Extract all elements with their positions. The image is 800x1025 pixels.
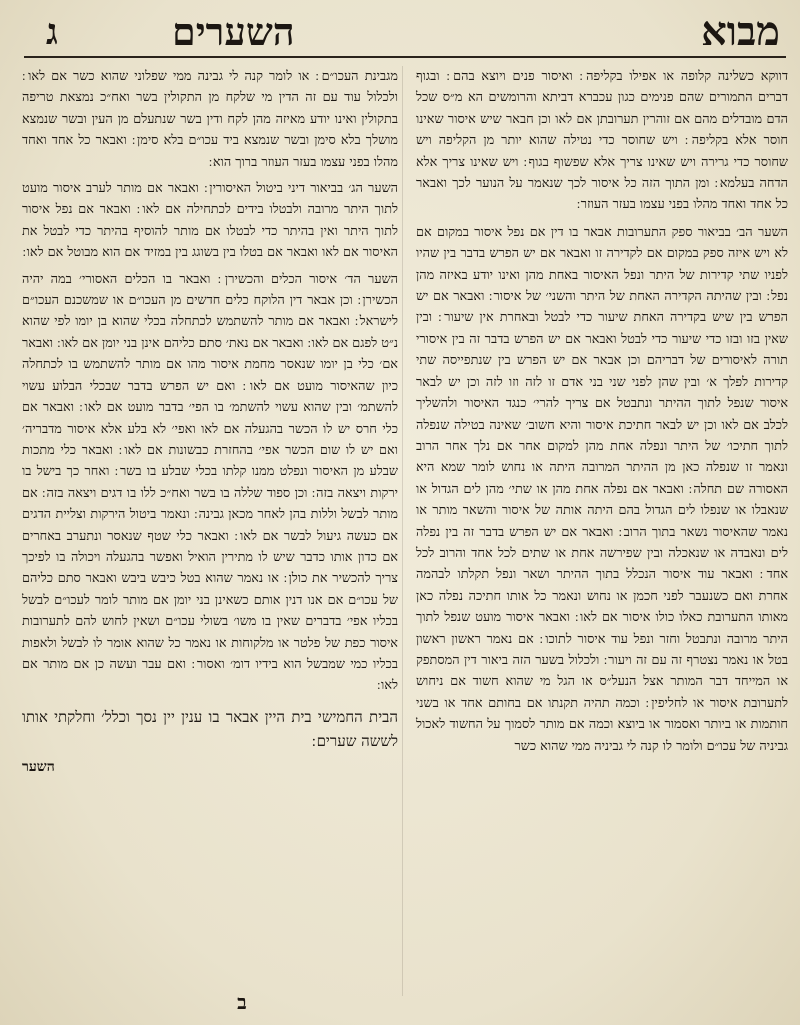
header-rule (24, 56, 786, 58)
column-gutter (402, 66, 403, 996)
right-paragraph-2: השער הב׳ בביאור ספק התערובות אבאר בו דין אם נפל איסור במקום אם לא ויש איזה ספק במקום אם לקדירה זו ואבאר אם יש הפרש בדבר בין שהיו לפניו שתי קדירות של היתר ונפל האיסור באחת מהן ואינו יודע באיזה מהן נפל ׃ ובין שהיתה הקדירה האחת של היתר והשני׳ של איסור ׃ ואבאר אם יש הפרש בין שיש בקדירה האחת שיעור כדי לבטל ובאחרת אין שיעור ׃ ובין שאין בזו ובזו כדי שיעור כדי לבטל ואבאר אם יש הפרש בדבר זה בין איסורי תורה לאיסורים של דבריהם וכן אבאר אם יש הפרש בין שנתפייסה שתי קדירות לפלך א׳ ובין שהן לפני שני בני אדם זו לזה וזו לזה וכן יש לבאר איסור שנפל לתוך ההיתר ונתבטל אם צריך להרי׳ כנגד האיסור ולהשליך לכלב אם לאו וכן יש לבאר חתיכת איסור והיא חשוב׳ שאינה בטילה שנפלה לתוך חתיכו׳ של היתר ונפלה אחת מהן למקום אחר אם נלך אחר הרוב ונאמר זו שנפלה כאן מן ההיתר המרובה היתה או נחוש לומר שמא היא האסורה שם תחלה ׃ ואבאר אם נפלה אחת מהן או שתי׳ מהן לים הגדול או שנאבלו או שנפלו לים הגדול בהם היתה אותה של איסור והשאר מותר או נאמר שהאיסור נשאר בתוך הרוב ׃ ואבאר אם יש הפרש בדבר זה בין נפלה לים ונאבדה או שנאכלה ובין שפירשה אחת או שתים לכל אחד והרוב לכל אחד ׃ ואבאר עוד איסור הנכלל בתוך ההיתר ושאר ונפל תקלתו לבהמה אחרת ואם כשנעבר לפני חכמן או נחוש ונאמר כל אותו חתיכה נפלה כאן מאותו התערובת כאלו כולו איסור אם לאו ׃ ואבאר איסור מועט שנפל לתוך היתר מרובה ונתבטל וחזר ונפל עוד איסור לתוכו ׃ אם נאמר ראשון ראשון בטל או נאמר נצטרף זה עם זה ויעור ׃ ולכלול בשער הזה ביאור דין המסתפק או המייחד דבר המותר אצל הנעל״ס או הגל מי שהוא חשוד אם ניחוש לתערובת איסור או לחליפין ׃ וכמה תהיה תקנתו אם בחותם אחד או בשני חותמות או ביותר ואסמור או ביוצא וכמה אם מותר לסמוך על החשוד לאכול גביניה של עכו״ם ולומר לו קנה לי גביניה ממי שהוא כשר (416, 224, 788, 754)
left-paragraph-3: השער הד׳ איסור הכלים והכשירן ׃ ואבאר בו הכלים האסורי׳ במה יהיה הכשירן ׃ וכן אבאר דין הלוקח כלים חדשים מן העכו״ם או שמשכנם העכו״ם לישראל ׃ ואבאר אם מותר להשתמש לכתחלה בכלי שהוא בן יומו לפי שהוא נ״ט לפגם אם לאו ׃ ואבאר אם נאת׳ סתם כליהם אינן בני יומן אם לאו ׃ ואבאר אם׳ כלי בן יומו שנאסר מחמת איסור מהו אם מותר להשתמש בו לכתחלה כיון שהאיסור מועט אם לאו ׃ ואם יש הפרש בדבר שבכלי הבלוע עשוי להשתמ׳ ובין שהוא עשוי להשתמ׳ בו הפי׳ בדבר מועט אם לאו ׃ ואבאר אם כלי חרס יש לו הכשר בהגעלה אם לאו ואפי׳ לא בלע אלא איסור מדבריה׳ ואם יש לו שום הכשר אפי׳ בהחזרת כבשונות אם לאו ׃ ואבאר כלי מתכות שבלע מן האיסור ונפלט ממנו קלתו בכלי שבלע בו בשר ׃ ואחר כך בישל בו ירקות ויצאה בזה ׃ וכן ספוד שללה בו בשר ואח״כ ללו בו דגים ויצאה בזה ׃ אם מותר לבשל וללות בהן לאחר מכאן גבינה ׃ ונאמר ביטול הירקות וצליית הדגים אם כעשה גיעול לבשר אם לאו ׃ ואבאר כלי שטף שנאסר ונתערב באחרים אם כדון אותו כדבר שיש לו מתירין הואיל ואפשר בהגעלה ויכולה בו לפיכך צריך להכשיר את כולן ׃ או נאמר שהוא בטל כיבש ביבש ואבאר סתם כליהם של עכו״ם אם אנו דנין אותם כשאינן בני יומן אם מותר לומר לעכו״ם לבשל בכליו אפי׳ בדברים שאין בו משו׳ בשולי עכו״ם ושאין לחוש להם לתערובות איסור כפת של פלטר או מלקוחות או נאמר כל שהוא אומר לו לבשל ולאפות בכליו כמי שמבשל הוא בידיו דומ׳ ואסור ׃ ואם עבר ועשה כן אם מותר אם לאו ׃ (21, 271, 398, 694)
signature-mark: ב (237, 990, 247, 1014)
catchword: השער (22, 758, 55, 775)
right-paragraph-1: דווקא כשלינה קלופה או אפילו בקליפה ׃ ואיסור פנים ויוצא בהם ׃ ובגוף דברים התמורים שהם פנימים כגון עכברא דביתא והרומשים הא מ״ס שכל הדם מובדלים מהם אם זוהרין תערובתן אם לאו וכן חבאר שיש איסור שאינו חוסר אלא בקליפה ׃ ויש שחוסר כדי נטילה שהוא יותר מן הקליפה ויש שחוסר כדי גרירה ויש שאינו צריך אלא שפשוף בגוף ׃ ויש שאינו צריך אלא הדחה בעלמא ׃ ומן התוך הזה כל איסור לכך שנאמר על הנוער לכך ואבאר כל אחד ואחד מהלו בפני עצמו בעזר העוזר ׃ (416, 69, 788, 213)
running-header (22, 6, 786, 58)
page-number: ג (46, 11, 58, 53)
header-title-left: השערים (172, 9, 295, 54)
header-title-right: מבוא (701, 8, 780, 55)
left-paragraph-2: השער הג׳ בביאור דיני ביטול האיסורין ׃ ואבאר אם מותר לערב איסור מועט לתוך היתר מרובה ולבטלו בידים לכתחילה אם לאו ׃ ואבאר אם נפל איסור לתוך היתר ואין בהיתר כדי לבטלו אם מותר להוסיף בהיתר כדי לבטל את האיסור אם לאו ואבאר אם בטלו בין בשוגג בין במזיד אם הוא מבוטל אם לאו ׃ (22, 181, 398, 261)
left-text-column (22, 66, 398, 1016)
section-heading-fifth-house: הבית החמישי בית היין אבאר בו ענין יין נסך וכלל׳ וחלקתי אותו לששה שערים ׃ (22, 707, 398, 750)
right-text-column (416, 66, 788, 1016)
left-paragraph-1: מגבינת העכו״ם ׃ או לומר קנה לי גבינה ממי שפלוני שהוא כשר אם לאו ׃ ולכלול עוד עם זה הדין מי שלקח מן התקולין בשר ואח״כ נמצאת טריפה בתקולין ואינו יודע מאיזה מהן לקח ודין בשר שנתעלם מן העין ובשר שנמצא מושלך בלא סימן ובשר שנמצא ביד עכו״ם בלא סימן ׃ ואבאר כל אחד ואחד מהלו בפני עצמו בעזר העוזר ברוך הוא ׃ (22, 69, 398, 170)
